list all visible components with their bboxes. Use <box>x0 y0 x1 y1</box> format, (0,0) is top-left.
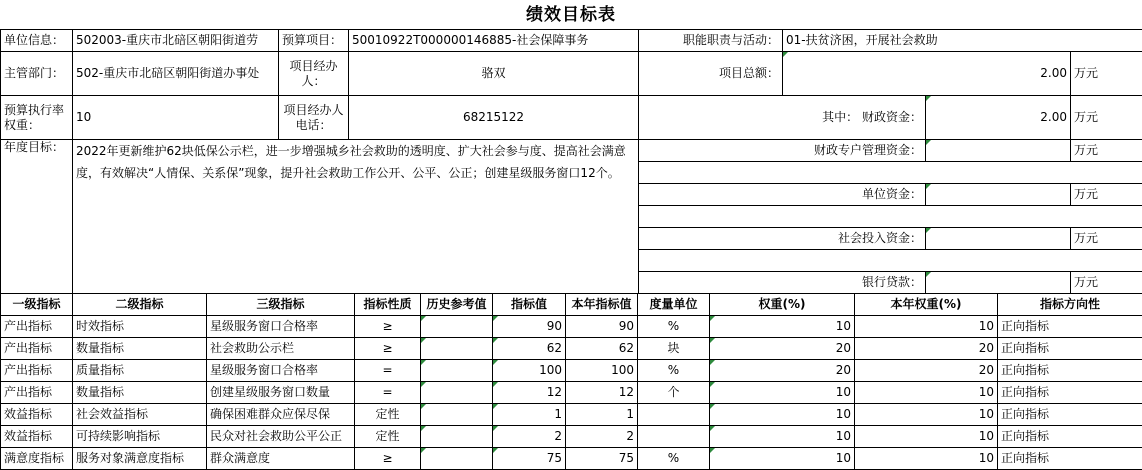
value-cell[interactable]: 12 <box>493 382 566 404</box>
loan-unit: 万元 <box>1071 272 1142 294</box>
loan-value[interactable] <box>926 272 1071 294</box>
fiscal-unit: 万元 <box>1071 96 1142 140</box>
weight-cell[interactable]: 10 <box>710 382 855 404</box>
level1-cell: 满意度指标 <box>1 448 73 470</box>
year-value-cell: 12 <box>566 382 638 404</box>
info-table <box>0 29 1142 294</box>
total-label: 项目总额： <box>639 52 783 96</box>
fiscal-label: 其中： 财政资金： <box>639 96 926 140</box>
direction-cell: 正向指标 <box>998 382 1142 404</box>
level2-cell: 社会效益指标 <box>73 404 207 426</box>
special-value[interactable] <box>926 140 1071 162</box>
dept-value[interactable]: 502-重庆市北碚区朝阳街道办事处 <box>73 52 279 96</box>
blank-row <box>639 206 1142 228</box>
direction-cell: 正向指标 <box>998 448 1142 470</box>
weight-cell[interactable]: 10 <box>710 316 855 338</box>
history-cell[interactable] <box>421 426 493 448</box>
year-weight-cell: 10 <box>855 426 998 448</box>
weight-cell[interactable]: 10 <box>710 426 855 448</box>
level3-cell: 社会救助公示栏 <box>207 338 355 360</box>
nature-cell: = <box>355 382 421 404</box>
unit-label: 单位信息： <box>1 30 73 52</box>
level1-cell: 产出指标 <box>1 338 73 360</box>
loan-label: 银行贷款： <box>639 272 926 294</box>
header-level1: 一级指标 <box>1 294 73 316</box>
table-row <box>1 382 1142 404</box>
page-title: 绩效目标表 <box>526 5 616 25</box>
level3-cell: 群众满意度 <box>207 448 355 470</box>
year-weight-cell: 10 <box>855 382 998 404</box>
unit-cell: % <box>638 316 710 338</box>
value-cell[interactable]: 90 <box>493 316 566 338</box>
phone-label: 项目经办人电话： <box>279 96 349 140</box>
history-cell[interactable] <box>421 448 493 470</box>
level3-cell: 确保困难群众应保尽保 <box>207 404 355 426</box>
level2-cell: 质量指标 <box>73 360 207 382</box>
exec-rate-label: 预算执行率权重： <box>1 96 73 140</box>
header-nature: 指标性质 <box>355 294 421 316</box>
year-value-cell: 1 <box>566 404 638 426</box>
unit-cell: % <box>638 360 710 382</box>
year-value-cell: 62 <box>566 338 638 360</box>
social-value[interactable] <box>926 228 1071 250</box>
budget-project-label: 预算项目： <box>279 30 349 52</box>
duty-label: 职能职责与活动： <box>639 30 783 52</box>
nature-cell: 定性 <box>355 426 421 448</box>
duty-value[interactable]: 01-扶贫济困，开展社会救助 <box>783 30 1142 52</box>
value-cell[interactable]: 2 <box>493 426 566 448</box>
manager-label: 项目经办人： <box>279 52 349 96</box>
weight-cell[interactable]: 20 <box>710 338 855 360</box>
level2-cell: 时效指标 <box>73 316 207 338</box>
direction-cell: 正向指标 <box>998 360 1142 382</box>
value-cell[interactable]: 62 <box>493 338 566 360</box>
dept-label: 主管部门： <box>1 52 73 96</box>
budget-project-value[interactable]: 50010922T000000146885-社会保障事务 <box>349 30 639 52</box>
header-level2: 二级指标 <box>73 294 207 316</box>
table-row <box>1 404 1142 426</box>
weight-cell[interactable]: 20 <box>710 360 855 382</box>
blank-row <box>639 250 1142 272</box>
year-weight-cell: 20 <box>855 338 998 360</box>
value-cell[interactable]: 1 <box>493 404 566 426</box>
level1-cell: 效益指标 <box>1 404 73 426</box>
nature-cell: 定性 <box>355 404 421 426</box>
header-unit: 度量单位 <box>638 294 710 316</box>
level1-cell: 产出指标 <box>1 316 73 338</box>
year-value-cell: 75 <box>566 448 638 470</box>
blank-row <box>639 162 1142 184</box>
direction-cell: 正向指标 <box>998 426 1142 448</box>
value-cell[interactable]: 75 <box>493 448 566 470</box>
history-cell[interactable] <box>421 338 493 360</box>
table-row <box>1 316 1142 338</box>
direction-cell: 正向指标 <box>998 316 1142 338</box>
fiscal-value[interactable]: 2.00 <box>926 96 1071 140</box>
history-cell[interactable] <box>421 382 493 404</box>
weight-cell[interactable]: 10 <box>710 404 855 426</box>
nature-cell: = <box>355 360 421 382</box>
nature-cell: ≥ <box>355 448 421 470</box>
social-label: 社会投入资金： <box>639 228 926 250</box>
level1-cell: 产出指标 <box>1 382 73 404</box>
unit-cell: % <box>638 448 710 470</box>
level3-cell: 民众对社会救助公平公正 <box>207 426 355 448</box>
unit-funds-unit: 万元 <box>1071 184 1142 206</box>
table-row <box>1 338 1142 360</box>
level1-cell: 产出指标 <box>1 360 73 382</box>
history-cell[interactable] <box>421 360 493 382</box>
unit-cell <box>638 426 710 448</box>
year-weight-cell: 20 <box>855 360 998 382</box>
history-cell[interactable] <box>421 404 493 426</box>
header-year-weight: 本年权重(%) <box>855 294 998 316</box>
table-row <box>1 360 1142 382</box>
weight-cell[interactable]: 10 <box>710 448 855 470</box>
manager-value[interactable]: 骆双 <box>349 52 639 96</box>
year-weight-cell: 10 <box>855 404 998 426</box>
unit-funds-value[interactable] <box>926 184 1071 206</box>
year-value-cell: 2 <box>566 426 638 448</box>
level1-cell: 效益指标 <box>1 426 73 448</box>
goal-text[interactable]: 2022年更新维护62块低保公示栏，进一步增强城乡社会救助的透明度、扩大社会参与度、提高社会满意度，有效解决“人情保、关系保”现象，提升社会救助工作公开、公平、公正；创建星级服务窗口12个。 <box>73 140 639 294</box>
level3-cell: 星级服务窗口合格率 <box>207 360 355 382</box>
direction-cell: 正向指标 <box>998 338 1142 360</box>
nature-cell: ≥ <box>355 338 421 360</box>
level2-cell: 可持续影响指标 <box>73 426 207 448</box>
unit-cell: 个 <box>638 382 710 404</box>
unit-cell: 块 <box>638 338 710 360</box>
history-cell[interactable] <box>421 316 493 338</box>
header-history: 历史参考值 <box>421 294 493 316</box>
header-value: 指标值 <box>493 294 566 316</box>
year-weight-cell: 10 <box>855 316 998 338</box>
level2-cell: 数量指标 <box>73 382 207 404</box>
unit-value[interactable]: 502003-重庆市北碚区朝阳街道劳 <box>73 30 279 52</box>
total-value[interactable]: 2.00 <box>783 52 1071 96</box>
year-weight-cell: 10 <box>855 448 998 470</box>
social-unit: 万元 <box>1071 228 1142 250</box>
header-year-value: 本年指标值 <box>566 294 638 316</box>
level3-cell: 星级服务窗口合格率 <box>207 316 355 338</box>
phone-value[interactable]: 68215122 <box>349 96 639 140</box>
special-label: 财政专户管理资金： <box>639 140 926 162</box>
value-cell[interactable]: 100 <box>493 360 566 382</box>
header-weight: 权重(%) <box>710 294 855 316</box>
unit-cell <box>638 404 710 426</box>
level2-cell: 数量指标 <box>73 338 207 360</box>
header-direction: 指标方向性 <box>998 294 1142 316</box>
unit-funds-label: 单位资金： <box>639 184 926 206</box>
direction-cell: 正向指标 <box>998 404 1142 426</box>
table-row <box>1 426 1142 448</box>
level2-cell: 服务对象满意度指标 <box>73 448 207 470</box>
header-level3: 三级指标 <box>207 294 355 316</box>
table-row <box>1 448 1142 470</box>
year-value-cell: 90 <box>566 316 638 338</box>
total-unit: 万元 <box>1071 52 1142 96</box>
indicator-table <box>0 293 1142 470</box>
exec-rate-value[interactable]: 10 <box>73 96 279 140</box>
special-unit: 万元 <box>1071 140 1142 162</box>
goal-label: 年度目标： <box>1 140 73 294</box>
nature-cell: ≥ <box>355 316 421 338</box>
year-value-cell: 100 <box>566 360 638 382</box>
level3-cell: 创建星级服务窗口数量 <box>207 382 355 404</box>
